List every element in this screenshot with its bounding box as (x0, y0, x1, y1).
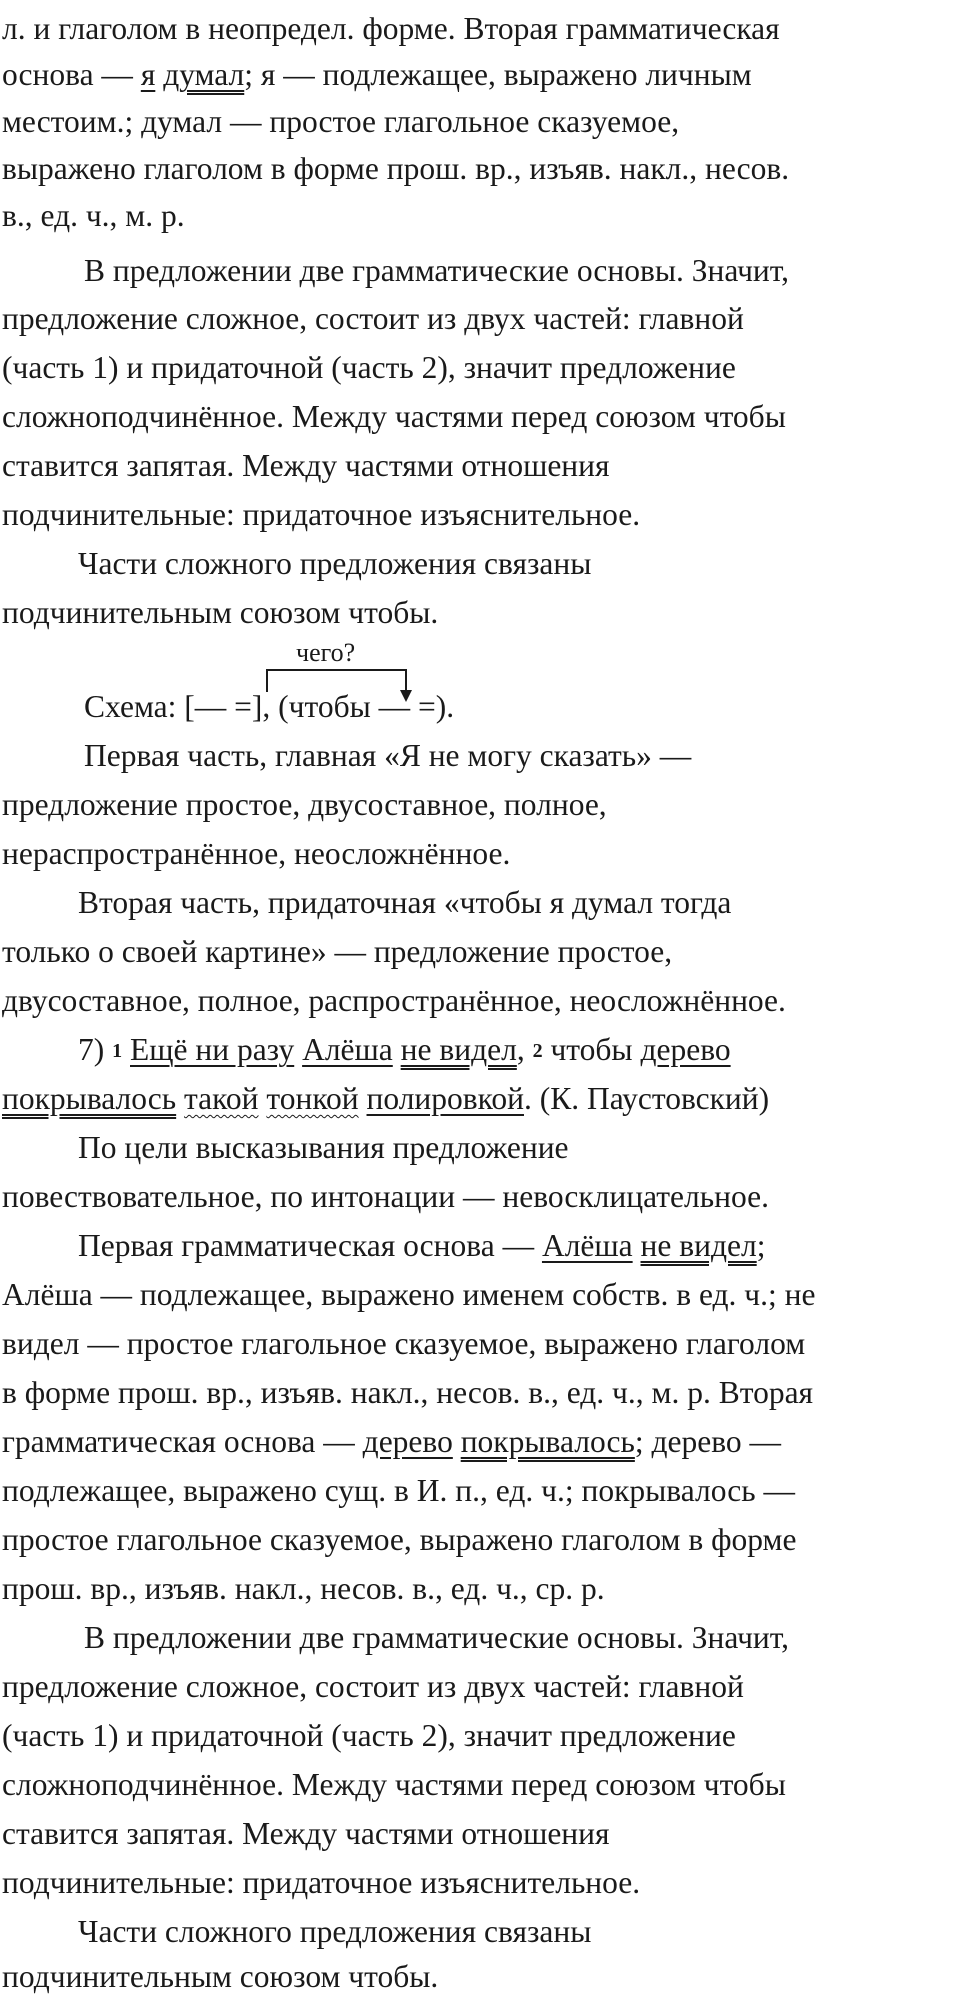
paragraph-line: В предложении две грамматические основы. Значит, (84, 253, 790, 288)
text-line: подчинительные: придаточное изъяснительное. (2, 1865, 641, 1900)
text-line: основа — я думал; я — подлежащее, выражено личным (2, 57, 752, 92)
part-number: 1 (112, 1040, 123, 1062)
text-line: (часть 1) и придаточной (часть 2), значит предложение (2, 1718, 736, 1753)
predicate-word: покрывалось (2, 1081, 177, 1116)
text-line: предложение сложное, состоит из двух частей: главной (2, 301, 744, 336)
text-line: грамматическая основа — дерево покрывалось; дерево — (2, 1424, 782, 1459)
text-line: нераспространённое, неосложнённое. (2, 836, 511, 871)
part-number: 2 (532, 1040, 543, 1062)
scheme-question: чего? (296, 638, 356, 667)
subject-word: Алёша (302, 1032, 393, 1067)
text-line: видел — простое глагольное сказуемое, выражено глаголом (2, 1326, 806, 1361)
text-line: только о своей картине» — предложение простое, (2, 934, 673, 969)
text-line: подлежащее, выражено сущ. в И. п., ед. ч.; покрывалось — (2, 1473, 795, 1508)
paragraph-line: Части сложного предложения связаны (78, 546, 592, 581)
text-line: предложение простое, двусоставное, полное, (2, 787, 607, 822)
predicate-word: думал (163, 57, 245, 92)
text-line: в форме прош. вр., изъяв. накл., несов. в., ед. ч., м. р. Вторая (2, 1375, 814, 1410)
text-line: ставится запятая. Между частями отношения (2, 448, 610, 483)
text-line: предложение сложное, состоит из двух частей: главной (2, 1669, 744, 1704)
text-line: ставится запятая. Между частями отношения (2, 1816, 610, 1851)
attribute-word: тонкой (266, 1081, 359, 1116)
object-word: полировкой (366, 1081, 524, 1116)
example-sentence: 7) 1 Ещё ни разу Алёша не видел, 2 чтобы дерево (78, 1032, 731, 1067)
text-line: простое глагольное сказуемое, выражено глаголом в форме (2, 1522, 797, 1557)
text-line: местоим.; думал — простое глагольное сказуемое, (2, 104, 680, 139)
subject-word: дерево (640, 1032, 731, 1067)
text-line: прош. вр., изъяв. накл., несов. в., ед. ч., ср. р. (2, 1571, 605, 1606)
paragraph-line: Части сложного предложения связаны (78, 1914, 592, 1949)
text-line: сложноподчинённое. Между частями перед союзом чтобы (2, 1767, 786, 1802)
subject-word: я (140, 57, 156, 92)
example-sentence: покрывалось такой тонкой полировкой. (К. Паустовский) (2, 1081, 770, 1116)
predicate-word: не видел (400, 1032, 517, 1067)
predicate-word: покрывалось (460, 1424, 635, 1459)
text-line: л. и глаголом в неопредел. форме. Вторая грамматическая (2, 11, 780, 46)
subject-word: Алёша (541, 1228, 633, 1263)
text-line: Алёша — подлежащее, выражено именем собств. в ед. ч.; не (2, 1277, 816, 1312)
text-line: выражено глаголом в форме прош. вр., изъяв. накл., несов. (2, 151, 790, 186)
paragraph-line: В предложении две грамматические основы. Значит, (84, 1620, 790, 1655)
scheme-arrow-icon (0, 0, 960, 720)
subject-word: дерево (362, 1424, 453, 1459)
paragraph-line: Первая часть, главная «Я не могу сказать» — (84, 738, 692, 773)
text-line: двусоставное, полное, распространённое, неосложнённое. (2, 983, 786, 1018)
text-line: в., ед. ч., м. р. (2, 198, 185, 233)
paragraph-line: По цели высказывания предложение (78, 1130, 569, 1165)
paragraph-line: Вторая часть, придаточная «чтобы я думал тогда (78, 885, 732, 920)
scheme-text: Схема: [— =], (чтобы — =). (84, 689, 455, 724)
adverbial-phrase: Ещё ни разу (130, 1032, 295, 1067)
text-line: подчинительные: придаточное изъяснительное. (2, 497, 641, 532)
text-line: сложноподчинённое. Между частями перед союзом чтобы (2, 399, 786, 434)
text-line: повествовательное, по интонации — невосклицательное. (2, 1179, 769, 1214)
paragraph-line: Первая грамматическая основа — Алёша не видел; (78, 1228, 766, 1263)
text-line: подчинительным союзом чтобы. (2, 595, 439, 630)
text-line: подчинительным союзом чтобы. (2, 1959, 439, 1994)
attribute-word: такой (184, 1081, 259, 1116)
text-line: (часть 1) и придаточной (часть 2), значит предложение (2, 350, 736, 385)
predicate-word: не видел (640, 1228, 757, 1263)
